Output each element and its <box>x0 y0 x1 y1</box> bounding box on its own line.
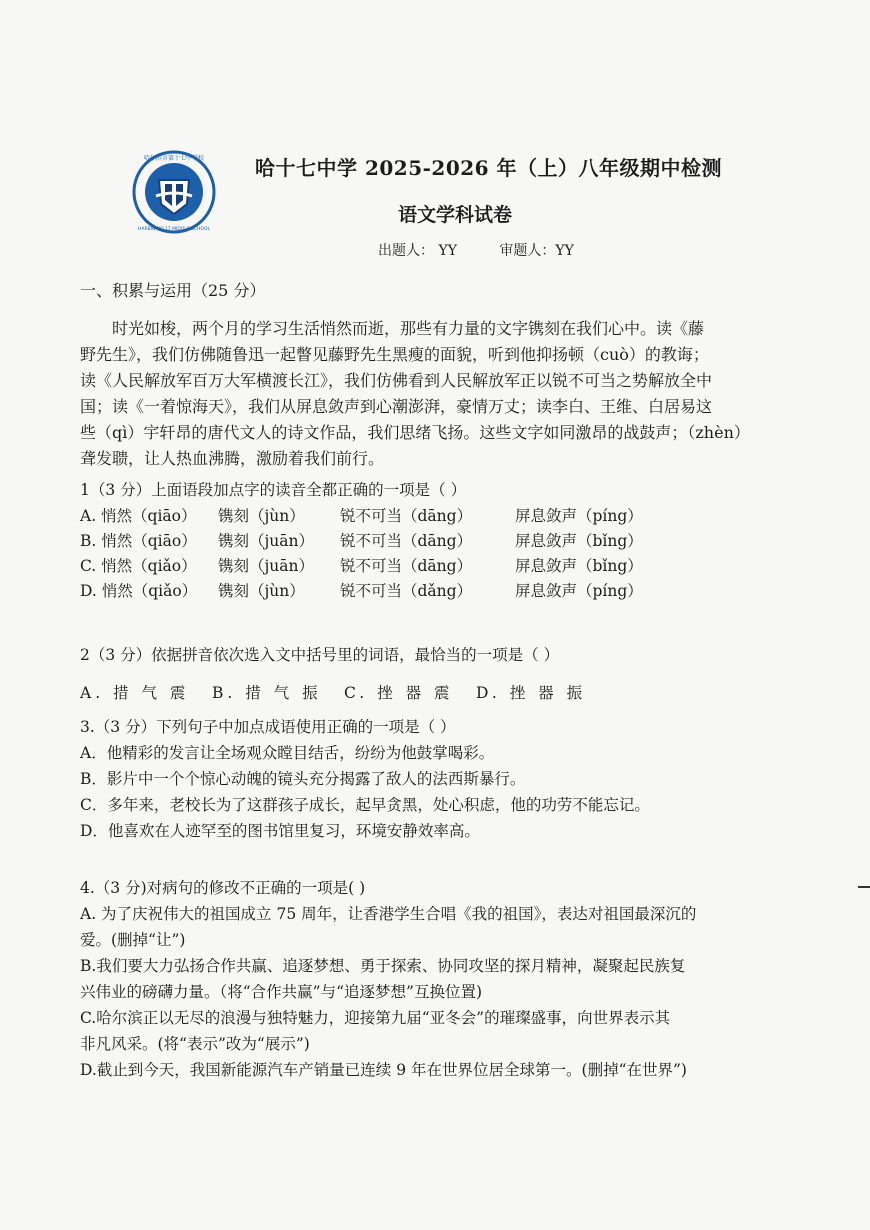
q1-option-d[interactable] <box>80 579 685 601</box>
q1-option-c[interactable] <box>80 554 685 576</box>
q3-option-d[interactable]: D．他喜欢在人迹罕至的图书馆里复习，环境安静效率高。 <box>80 822 480 840</box>
option-cell: D. 悄然（qiǎo） <box>80 582 198 600</box>
passage-line: 国；读《一着惊海天》，我们从屏息敛声到心潮澎湃，豪情万丈；读李白、王维、白居易这 <box>80 397 713 416</box>
option-cell: 镌刻（jùn） <box>218 582 305 600</box>
q4-option-b-cont: 兴伟业的磅礴力量。（将“合作共赢”与“追逐梦想”互换位置) <box>80 983 482 1001</box>
passage-line: 些（qì）宇轩昂的唐代文人的诗文作品，我们思绪飞扬。这些文字如同激昂的战鼓声；（zhèn） <box>80 423 750 442</box>
q2-option-a[interactable]: A. 措 气 震 <box>80 684 190 702</box>
exam-subtitle: 语文学科试卷 <box>398 204 513 226</box>
q4-option-b[interactable]: B.我们要大力弘扬合作共赢、追逐梦想、勇于探索、协同攻坚的探月精神，凝聚起民族复 <box>80 957 686 975</box>
option-cell: 锐不可当（dāng） <box>340 557 473 575</box>
section-heading: 一、积累与运用（25 分） <box>80 281 266 300</box>
logo-text-en: HARBIN NO.17 MIDDLE SCHOOL <box>137 227 211 232</box>
page-edge-mark <box>858 886 870 888</box>
q4-option-c-cont: 非凡风采。(将“表示”改为“展示”) <box>80 1035 310 1053</box>
q4-option-d[interactable]: D.截止到今天，我国新能源汽车产销量已连续 9 年在世界位居全球第一。(删掉“在世界”) <box>80 1061 687 1079</box>
q3-block <box>80 714 795 844</box>
option-cell: B. 悄然（qiāo） <box>80 532 197 550</box>
passage-line: 读《人民解放军百万大军横渡长江》，我们仿佛看到人民解放军正以锐不可当之势解放全中 <box>80 371 713 390</box>
option-cell: C. 悄然（qiǎo） <box>80 557 197 575</box>
q4-option-a[interactable]: A. 为了庆祝伟大的祖国成立 75 周年，让香港学生合唱《我的祖国》，表达对祖国最深沉的 <box>80 905 697 923</box>
q4-option-c[interactable]: C.哈尔滨正以无尽的浪漫与独特魅力，迎接第九届“亚冬会”的璀璨盛事，向世界表示其 <box>80 1009 671 1027</box>
q1-stem: 1（3 分）上面语段加点字的读音全都正确的一项是（ ） <box>80 481 467 499</box>
passage-line: 时光如梭，两个月的学习生活悄然而逝，那些有力量的文字镌刻在我们心中。读《藤 <box>112 319 705 338</box>
q4-option-a-cont: 爱。(删掉“让”) <box>80 931 186 949</box>
option-cell: 锐不可当（dǎng） <box>340 582 473 600</box>
q1-option-b[interactable] <box>80 529 685 551</box>
reviewer-label: 审题人：YY <box>499 243 574 259</box>
passage-line: 聋发聩，让人热血沸腾，激励着我们前行。 <box>80 449 385 468</box>
option-cell: 屏息敛声（píng） <box>515 582 643 600</box>
option-cell: 锐不可当（dāng） <box>340 507 473 525</box>
option-cell: 屏息敛声（bǐng） <box>515 557 643 575</box>
school-logo <box>132 150 216 234</box>
exam-title: 哈十七中学 2025-2026 年（上）八年级期中检测 <box>255 156 723 180</box>
q2-option-d[interactable]: D. 挫 器 振 <box>476 684 587 702</box>
q3-option-a[interactable]: A．他精彩的发言让全场观众瞠目结舌，纷纷为他鼓掌喝彩。 <box>80 744 495 762</box>
logo-text: 哈尔滨市第十七中学校 <box>143 155 205 162</box>
passage-line: 野先生》，我们仿佛随鲁迅一起瞥见藤野先生黑瘦的面貌，听到他抑扬顿（cuò）的教诲； <box>80 345 709 364</box>
q2-option-b[interactable]: B. 措 气 振 <box>212 684 322 702</box>
author-label: 出题人： YY <box>378 243 457 259</box>
option-cell: 锐不可当（dāng） <box>340 532 473 550</box>
q2-options <box>80 681 608 703</box>
q3-option-c[interactable]: C．多年来，老校长为了这群孩子成长，起早贪黑，处心积虑，他的功劳不能忘记。 <box>80 796 650 814</box>
option-cell: 镌刻（jùn） <box>218 507 305 525</box>
q3-option-b[interactable]: B．影片中一个个惊心动魄的镜头充分揭露了敌人的法西斯暴行。 <box>80 770 526 788</box>
author-line <box>378 240 612 260</box>
reading-passage <box>80 316 792 472</box>
option-cell: A. 悄然（qiāo） <box>80 507 197 525</box>
q2-stem: 2（3 分）依据拼音依次选入文中括号里的词语，最恰当的一项是（ ） <box>80 646 560 664</box>
option-cell: 屏息敛声（píng） <box>515 507 643 525</box>
option-cell: 镌刻（juān） <box>218 557 315 575</box>
option-cell: 镌刻（juān） <box>218 532 315 550</box>
q4-block <box>80 875 795 1083</box>
q4-stem: 4.（3 分)对病句的修改不正确的一项是( ) <box>80 879 366 897</box>
q1-option-a[interactable] <box>80 504 685 526</box>
q3-stem: 3.（3 分）下列句子中加点成语使用正确的一项是（ ） <box>80 718 456 736</box>
option-cell: 屏息敛声（bǐng） <box>515 532 643 550</box>
q2-option-c[interactable]: C. 挫 器 震 <box>344 684 454 702</box>
